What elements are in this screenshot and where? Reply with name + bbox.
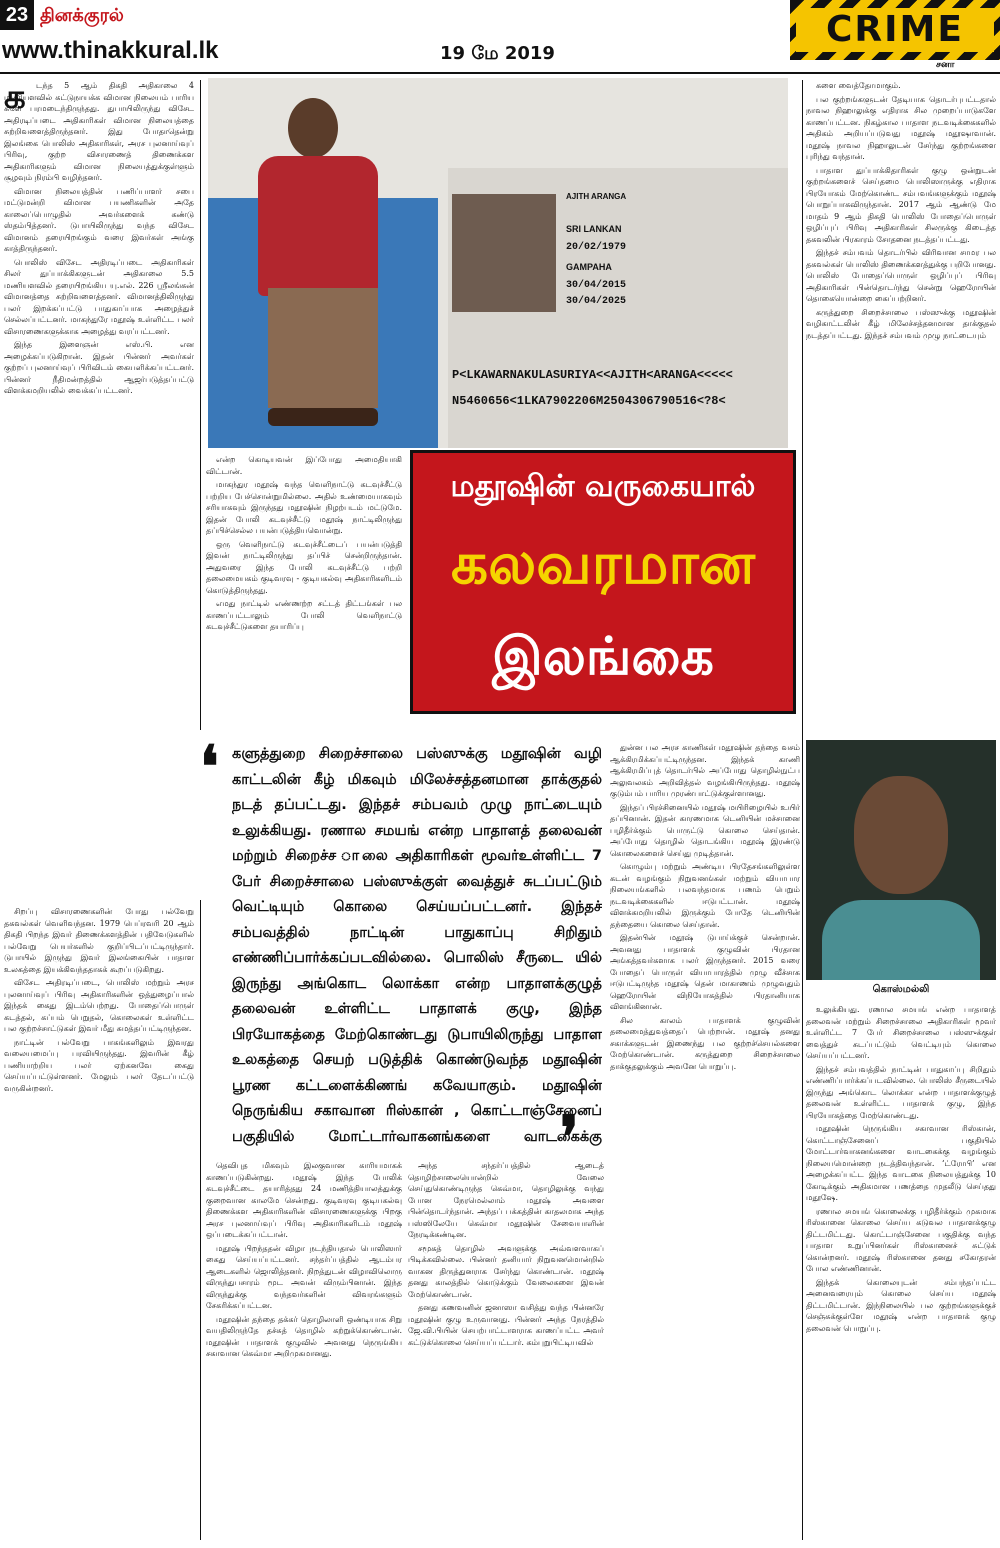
masthead-rule bbox=[0, 72, 1000, 74]
col1-bottom-text: சிறப்பு விசாரணைகளின் போது பல்வேறு தகவல்கள் வெளிவந்தன. 1979 பெப்ரவரி 20 ஆம் திகதி பிறந்த இவர் திணைக்களத்தின் பதிவேடுகளில் பல்வேறு பெயர்களில் குறிப்பிடப்பட்டிருந்தார். டுபாயில் இருந்து இவர் இலங்கையின் பாதாள உலகத்தை இயக்கிவந்ததாகக் கூறப்படுகிறது. விசேட அதிரடிப்படை, பொலிஸ் மற்றும் அரச புலனாய்வுப் பிரிவு அதிகாரிகளின் ஒத்துழைப்பால் இந்தக் கைது இடம்பெற்றது. போதைப்பொருள் கடத்தல், கப்பம் பெறுதல், கொலைகள் உள்ளிட்ட பல குற்றச்சாட்டுகள் இவர் மீது சுமத்தப்பட்டிருந்தன. நாட்டின் பல்வேறு பாகங்களிலும் இவரது வலையமைப்பு பரவியிருந்தது. இவரின் கீழ் பணியாற்றிய பலர் ஏற்கனவே கைது செய்யப்பட்டுள்ளனர். மேலும் பலர் தேடப்பட்டு வருகின்றனர். bbox=[4, 907, 194, 1093]
person-shoes bbox=[268, 408, 378, 426]
page-number: 23 bbox=[0, 0, 34, 30]
section-author: சனா bbox=[936, 60, 955, 70]
passport-place: GAMPAHA bbox=[566, 262, 612, 272]
col-right-bottom-text: உலுக்கியது. ரணால சமயங் என்ற பாதாளத் தலைவன் மற்றும் சிறைச்சாலை அதிகாரிகள் மூவர் உள்ளிட்ட 7 பேர் சிறைச்சாலை பஸ்ஸுக்குள் வைத்துச் சுடப்பட்டும் வெட்டியும் கொலை செய்யப்பட்டனர். இந்தச் சம்பவத்தில் நாட்டின் பாதுகாப்பு சிறிதும் எண்ணிப்பார்க்கப்படவில்லை. பொலிஸ் சீருடையில் இருந்து அங்கொட லொக்கா என்ற பாதாளக்குழுத் தலைவன் உள்ளிட்ட பாதாளக் குழு, இந்த பிரயோகத்தை மேற்கொண்டது. மதூஷின் நெருங்கிய சகாவான ரிஸ்கான், கொட்டாஞ்சேனைப் பகுதியில் மோட்டார்வாகனங்களை வாடகைக்கு வழங்கும் நிலையமொன்றை நடத்திவந்தான். ‘ட்ரோபி’ என அழைக்கப்பட்ட இந்த வாடகை நிலையத்துக்கு 10 கோடிக்கும் அதிகமான பணத்தை முதலீடு செய்தது மதூஷே. ரணால சமயங் கொலைக்கு பழிதீர்க்கும் முகமாக ரிஸ்கானை கொலை செய்ய கடுவல பாதாளக்குழு திட்டமிட்டது. கொட்டாஞ்சேனை பகுதிக்கு வந்த பாதாள உறுப்பினர்கள் ரிஸ்கானைச் சுட்டுக் கொன்றனர். மதூஷ் ரிஸ்கானை தனது சகோதரன் போல எண்ணினான். இந்தக் கொலையுடன் சம்பந்தப்பட்ட அனைவரையும் கொலை செய்ய மதூஷ் திட்டமிட்டான். இந்நிலையில் பல குற்றங்களுக்குச் செஞ்சுக்குள்ளே மதூஷ் என்ற பாதாளக் குழு தலைவன் பொறுப்பு. bbox=[806, 1005, 996, 1333]
col-mid-center-text: அந்த சந்தர்ப்பத்தில் ஆடைத் தொழிற்சாலையொன்றில் வேலை செய்துகொண்டிருந்த கெவ்மா, தொழிலுக்கு வந்து போன நேரமெல்லாம் மதூஷ் அவளை பின்தொடர்ந்தான். அந்தப் பக்கத்தின் காதலமாக அந்த பஸ்ஸிலேயே கெவ்மா மதூஷின் சேவையாளின் நேரடிக்கண்டின. சமூகத் தொழில் அவளுக்கு அவ்வளவாகப் பிடிக்கவில்லை. பின்னர் தனியார் நிறுவனமொன்றில் வாகன திருத்துனராக சேர்ந்து கொண்டான். மதூஷ் தனது காலத்தில் கொடுக்கும் வேலைகளை இவன் மேற்கொண்டான். தனது கணவனின் ஜனாஸா வசித்து வந்த பின்னரே மதூஷின் குழு உருவானது. பின்னர் அந்த நேரத்தில் ஜே.வி.பியின் செயற்பாட்டாளராக காணப்பட்ட அவர் கட்டுக்கொலை செய்யப்பட்டார். கம்புறுபிட்டியவில் bbox=[408, 1161, 604, 1347]
side-photo bbox=[806, 740, 996, 980]
col-mid-left-text: தெவிபுத மிகவும் இலகுவான காரியமாகக் காணப்படுகின்றது. மதூஷ் இந்த போலிக் கடவுச்சீட்டை தயாரித்தது 24 மணித்தியாலத்துக்கு குறைவான காலமே சென்றது. குடிவரவு குடியகல்வு திணைக்கள அதிகாரிகளின் விசாரணைகளுக்கு பிறகு அரச புலனாய்வுப் பிரிவு அதிகாரிகளிடம் மதூஷ் ஒப்படைக்கப்பட்டான். மதூஷ் பிறந்ததன் விழா நடந்தியதால் பொலிஸார் கைது செய்யப்பட்டனர். சந்தர்ப்பத்தில் ஆடம்பர ஆடைகளில் ஜொலித்தனர். நிறத்துடன் விழாவிலொரு விருந்துபசாரம் மூட அவன் விரும்பினான். இந்த விருந்துக்கு வந்தவர்களின் விவரங்களும் சேகரிக்கப்பட்டன. மதூஷின் தந்தை தக்கர் தொழிலாளி ஒண்டியாக சிறு வயதிலிருந்தே தச்சுத் தொழில் கற்றுக்கொண்டான். மதூஷின் பாதாளக் குழுவில் அவனது நெருங்கிய சகாவான கெவ்மா அறிமுகமானது. bbox=[206, 1161, 402, 1358]
col2-top-text: என்ற கொடியவன் இப்போது அமைதியாகி விட்டான். மாகந்துர மதூஷ் வந்த வெளிநாட்டு கடவுச்சீட்டு பற்றிய பேச்சொன்றுமில்லை. அதில் உண்மையாகவும் சரியாகவும் இருந்தது மதூஷின் நிழற்படம் மட்டுமே. இதன் போலி கடவுச்சீட்டு மதூஷ் நாட்டிலிருந்து தப்பிச்செல்ல பயன்படுத்தியவொன்று. ஒரு வெளிநாட்டு கடவுச்சீட்டைப் பயன்படுத்தி இவன் நாட்டிலிருந்து தப்பிச் சென்றிருந்தான். அதுவரை இந்த போலி கடவுச்சீட்டு பற்றி தலைமையகம் குடிவரவு - குடியகல்வு அதிகாரிகளிடம் கொடுத்திருந்தது. எமது நாட்டில் எண்ணற்ற சட்டத் திட்டங்கள் பல காணப்பட்டாலும் போலி வெளிநாட்டு கடவுச்சீட்டுகளை தயாரிப்பு bbox=[206, 455, 402, 631]
person-shirt bbox=[258, 156, 378, 296]
side-photo-shirt bbox=[822, 900, 980, 980]
headline-line3: இலங்கை bbox=[492, 627, 714, 687]
pullquote-open-mark: ❛ bbox=[200, 733, 219, 801]
headline-line2: கலவரமான bbox=[451, 529, 755, 597]
passport-name: AJITH ARANGA bbox=[566, 192, 627, 201]
crime-section-title: CRIME bbox=[796, 8, 994, 52]
pullquote-box bbox=[232, 742, 602, 1152]
passport-expiry: 30/04/2025 bbox=[566, 296, 627, 307]
paper-logo: தினக்குரல் bbox=[40, 5, 124, 26]
main-photo bbox=[208, 78, 788, 448]
passport-scan bbox=[448, 168, 788, 448]
pullquote-text: களுத்துறை சிறைச்சாலை பஸ்ஸுக்கு மதூஷின் வழி காட்டலின் கீழ் மிகவும் மிலேச்சத்தனமான தாக்குதல் நடத் தப்பட்டது. இந்தச் சம்பவம் முழு நாட்டையும் உலுக்கியது. ரணால சமயங் என்ற பாதாளத் தலைவன் மற்றும் சிறைச்ச ாலை அதிகாரிகள் மூவர்உள்ளிட்ட 7 பேர் சிறைச்சாலை பஸ்ஸுக்குள் வைத்துச் சுடப்பட்டும் வெட்டியும் கொலை செய்யப்பட்டனர். இந்தச் சம்பவத்தில் நாட்டின் பாதுகாப்பு சிறிதும் எண்ணிப்பார்க்கப்படவில்லை. பொலிஸ் சீருடை யில் இருந்து அங்கொட லொக்கா என்ற பாதாளக்குழுத் தலைவன் உள்ளிட்ட பாதாளக் குழு, இந்த பிரயோகத்தை மேற்கொண்டது டுபாயிலிருந்து பாதாள உலகத்தை செயற் படுத்திக் கொண்டுவந்த மதூஷின் பூரண கட்டளைக்கிணங் கவேயாகும். மதூஷின் நெருங்கிய சகாவான ரிஸ்கான் , கொட்டாஞ்சேனைப் பகுதியில் மோட்டார்வாகனங்களை வாடகைக்கு bbox=[232, 746, 602, 1145]
col1-top-text: டந்த 5 ஆம் திகதி அதிகாலை 4 மணியளவில் கட்டுநாயக்க விமான நிலையம் பாரிய களே பரமடைந்திருந்தது. துபாயிலிருந்து விசேட அதிரடிப்படை அதிகாரிகள் விமான நிலையத்தை சுற்றிவளைத்திருந்தனர். இது போதாதென்று இலங்கை பொலிஸ் அதிகாரிகள், அரச புலனாய்வுப் பிரிவு, குற்ற விசாரணைத் திணைக்கள அதிகாரிகளும் விமான நிலையத்துக்குள்ளும் சூழவும் நிரம்பி வழிந்தனர். விமான நிலையத்தின் பணிப்பாளர் சபை மட்டுமன்றி விமான பயணிகளின் அதே காலைப்பொழுதில் அவர்களைக் கண்டு ஸ்தம்பித்தனர். டுபாயிலிருந்து வந்த விசேட விமானம் தரையிறங்கும் வரை இவர்கள் அங்கு காத்திருந்தனர். பொலிஸ் விசேட அதிரடிப்படை அதிகாரிகள் சிலர் துப்பாக்கிகளுடன் அதிகாலை 5.5 மணியளவில் தரையிறங்கிய யு.எல். 226 ஸ்ரீலங்கன் விமானத்தை சுற்றிவளைத்தனர். விமானத்திலிருந்து பலர் இறக்கப்பட்டு பாதுகாப்பாக அழைத்துச் செல்லப்பட்டனர். மாகந்துரே மதூஷ் உள்ளிட்ட பலர் விசாரணைகளுக்காக அழைத்து வரப்பட்டனர். இந்த இளைஞன் எஸ்.பி. என அழைக்கப்படுகிறான். இதன் பின்னர் அவர்கள் குற்றப் புலனாய்வுப் பிரிவிடம் கையளிக்கப்பட்டனர். பின்னர் நீதிமன்றத்தில் ஆஜர்படுத்தப்பட்டு விளக்கமறியலில் வைக்கப்பட்டனர். bbox=[4, 81, 194, 395]
person-head bbox=[288, 98, 338, 158]
passport-mrz-line1: P<LKAWARNAKULASURIYA<<AJITH<ARANGA<<<<< bbox=[452, 368, 733, 382]
passport-country: SRI LANKAN bbox=[566, 224, 622, 234]
crime-section-banner bbox=[790, 0, 1000, 60]
issue-date: 19 மே 2019 bbox=[440, 43, 555, 64]
masthead bbox=[0, 0, 1000, 70]
col-mid-right-text: துன்ன பல அரச காணிகள் மதூஷின் தந்தை வசம் ஆக்கிரமிக்கப்பட்டிருந்தன. இந்தக் காணி ஆக்கிரமிப்புத் தொடர்பில் அப்போது தொழில்நுட்ப அலுவலகம் அறிவித்தல் வழங்கியிருந்தது. மதூஷ் குடும்பம் பாரிய முரண்பாட்டுக்குள்ளானது. இந்தப் பிரச்சினையில் மதூஷ் மயிரிழையில் உயிர் தப்பினான். இதன் காரணமாக டெனியின் மச்சானை பழிதீர்க்கும் பொருட்டு கொலை செய்தான். அப்போது தொழில் தொடங்கிய மதூஷ் இரண்டு கொலைகளைச் செய்து முடித்தான். கொழும்பு மற்றும் அண்டிய பிரதேசங்களிலுள்ள கடன் வழங்கும் நிறுவனங்கள் மற்றும் வியாபார நிலையங்களில் பலவந்தமாக பணம் பெறும் நடவடிக்கைகளில் ஈடுபட்டான். மதூஷ் விளக்கமறியலில் இருக்கும் போதே டெனியின் தந்தையை கொலை செய்தான். இதன்பின் மதூஷ் டுபாய்க்குச் சென்றான். அவனது பாதாளக் குழுவின் பிரதான அங்கத்தவர்களாக பலர் இருந்தனர். 2015 வரை போதைப் பொருள் வியாபாரத்தில் முழு வீச்சாக ஈடுபட்டிருந்த மதூஷ் தென் மாகாணம் முழுவதும் ஹெரோயின் விநியோகத்தில் பிரதானியாக விளங்கினான். சில காலம் பாதாளக் குழுவின் தலைமைத்துவத்தைப் பெற்றான். மதூஷ் தனது சகாக்களுடன் இணைந்து பல குற்றச்செயல்களை மேற்கொண்டான். கருத்துறை சிறைச்சாலை தாக்குதலுக்கும் அவனே பொறுப்பு. bbox=[610, 743, 800, 1071]
headline-box bbox=[410, 450, 796, 714]
pullquote-close-mark: ❜ bbox=[560, 1103, 579, 1171]
passport-issue: 30/04/2015 bbox=[566, 280, 627, 291]
website-url: www.thinakkural.lk bbox=[2, 37, 219, 64]
drop-cap: க bbox=[4, 77, 26, 117]
passport-mrz-line2: N5460656<1LKA7902206M2504306790516<?8< bbox=[452, 394, 726, 408]
headline-line1: மதூஷின் வருகையால் bbox=[450, 469, 756, 504]
passport-dob: 20/02/1979 bbox=[566, 242, 627, 253]
column-divider bbox=[802, 80, 803, 1540]
person-trousers bbox=[268, 288, 378, 408]
side-photo-caption: கொஸ்மல்லி bbox=[872, 984, 930, 995]
column-divider bbox=[200, 900, 201, 1540]
side-photo-face bbox=[854, 776, 948, 894]
passport-photo bbox=[452, 194, 556, 312]
column-divider bbox=[200, 80, 201, 730]
col4-top-text: களை வைத்தோமாகும். பல குற்றங்களுடன் தேடியாக தொடர்புபட்டதால் நாவல நிஹாலுக்கு எதிராக சில முறைப்பாடுகளே காணப்பட்டன. நிகழ்கால பாதாள நடவடிக்கைகளில் அதிகம் அறியப்படுவது மதூஷ் மதூஷாவான். மதூஷ் நாவல நிஹாலுடன் சேர்ந்து குற்றங்களை புரிந்து வந்தான். பாதாள துப்பாக்கிதாரிகள் குழு ஒன்றுடன் குற்றங்களைச் செய்தமை பொலிஸாருக்கு எதிராக பிரயோகம் மேற்கொண்ட சம்பவங்களுக்கும் மதூஷ் பொறுப்பாகவிருந்தான். 2017 ஆம் ஆண்டு மே மாதம் 9 ஆம் திகதி பொலிஸ் போதைப்பொருள் ஒழிப்புப் பிரிவு அதிகாரிகள் சிலருக்கு கிடைத்த தகவலின் பிரகாரம் சோதனை நடத்தப்பட்டது. இந்தச் சம்பவம் தொடர்பில் விரிவான சாமர பல தகவல்கள் பொலிஸ் திணைக்களத்துக்கு பறிபோனது. பொலிஸ் போதைப்பொருள் ஒழிப்புப் பிரிவு அதிகாரிகள் பின்தொடர்ந்து சென்று ஹெரோயின் தொகையொன்றை கைப்பற்றினர். கருத்துறை சிறைச்சாலை பஸ்ஸுக்கு மதூஷின் வழிகாட்டலின் கீழ் மிலேச்சத்தனமான தாக்குதல் நடத்தப்பட்டது. இந்தச் சம்பவம் முழு நாட்டையும் bbox=[806, 81, 996, 340]
